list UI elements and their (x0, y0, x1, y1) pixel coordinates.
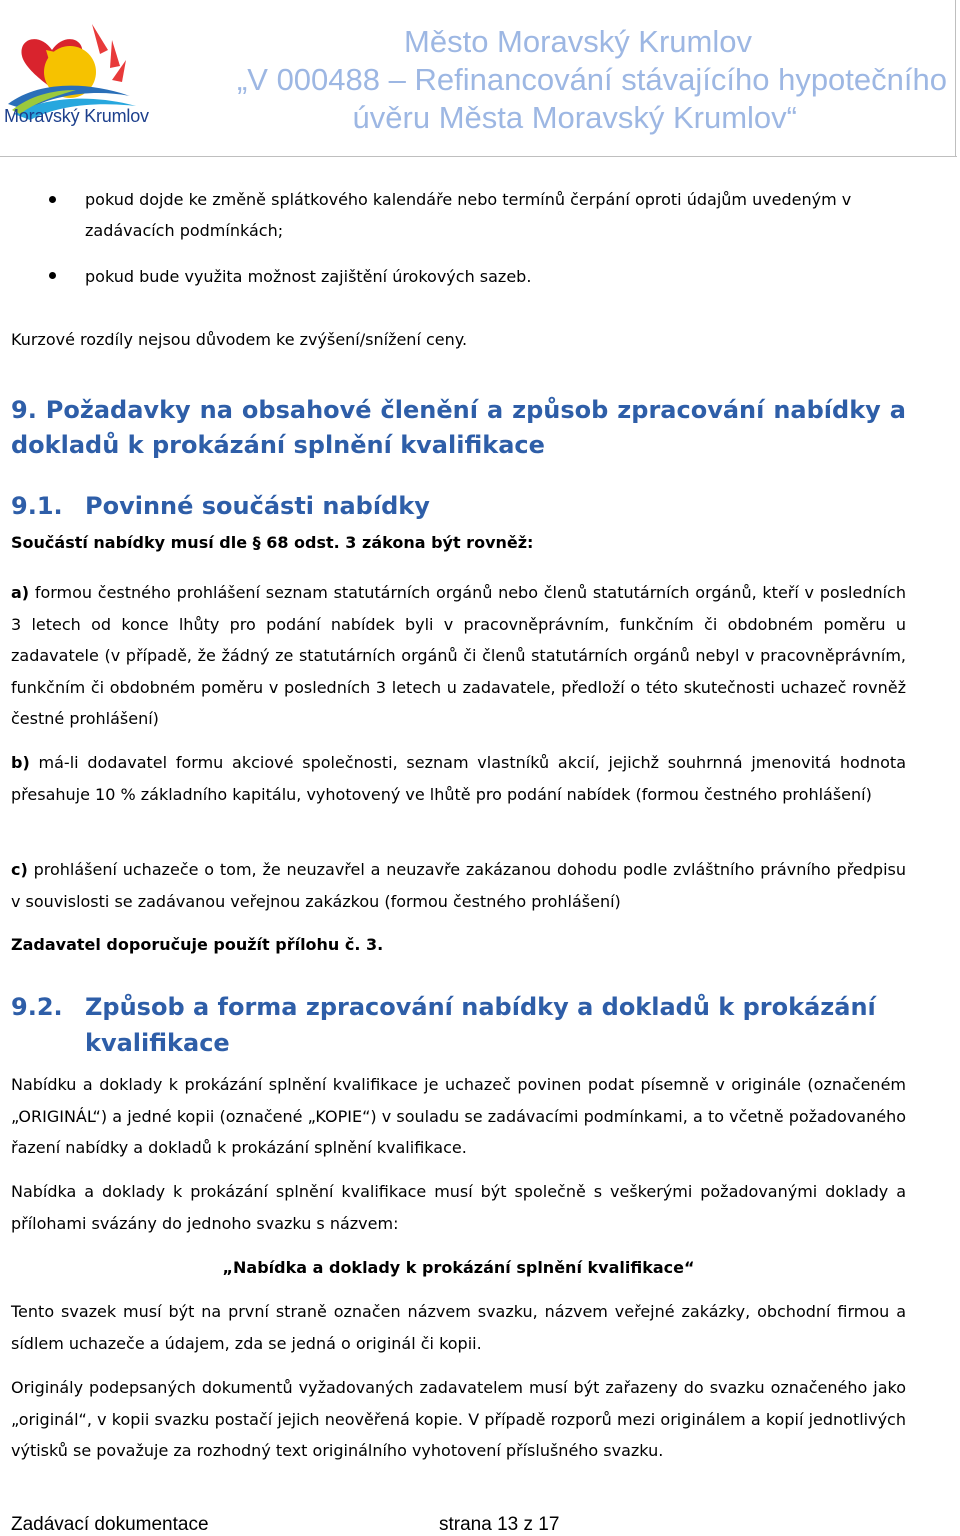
logo-text: Moravský Krumlov (4, 106, 149, 126)
kurzove-note: Kurzové rozdíly nejsou důvodem ke zvýšení/snížení ceny. (11, 330, 468, 349)
item-label: c) (11, 860, 28, 879)
item-b (11, 747, 906, 810)
recommendation-note: Zadavatel doporučuje použít přílohu č. 3. (11, 935, 384, 954)
soucasti-heading: Součástí nabídky musí dle § 68 odst. 3 zákona být rovněž: (11, 533, 534, 552)
header-divider (955, 0, 956, 157)
header-title-line1: Město Moravský Krumlov (404, 24, 752, 59)
subsection-number: 9.2. (11, 993, 63, 1021)
page-header (0, 0, 957, 157)
item-text: formou čestného prohlášení seznam statutárních orgánů nebo členů statutárních orgánů, kteří v posledních 3 letech od konce lhůty pro podání nabídek byli v pracovněprávním, funkčním či obdobném poměru u zadavatele (v případě, že žádný ze statutárních orgánů či členů statutárních orgánů nebyl v pracovněprávním, funkčním či obdobném poměru v posledních 3 letech u zadavatele, předloží o této skutečnosti uchazeč rovněž čestné prohlášení) (11, 583, 906, 728)
bullet-item: pokud bude využita možnost zajištění úrokových sazeb. (85, 267, 532, 286)
item-c (11, 854, 906, 917)
bundle-name: „Nabídka a doklady k prokázání splnění kvalifikace“ (222, 1258, 695, 1277)
subsection-title: Povinné součásti nabídky (85, 492, 430, 520)
item-text: prohlášení uchazeče o tom, že neuzavřel a neuzavře zakázanou dohodu podle zvláštního právního předpisu v souvislosti se zadávanou veřejnou zakázkou (formou čestného prohlášení) (11, 860, 906, 911)
footer-document-name: Zadávací dokumentace (11, 1514, 209, 1535)
bullet-item: pokud dojde ke změně splátkového kalendáře nebo termínů čerpání oproti údajům uvedeným v zadávacích podmínkách; (85, 190, 852, 240)
bullet-icon (49, 196, 56, 203)
paragraph: Nabídka a doklady k prokázání splnění kvalifikace musí být společně s veškerými požadovanými doklady a přílohami svázány do jednoho svazku s názvem: (11, 1182, 906, 1233)
section-heading-9: 9. Požadavky na obsahové členění a způsob zpracování nabídky a dokladů k prokázání splnění kvalifikace (11, 396, 906, 459)
paragraph: Originály podepsaných dokumentů vyžadovaných zadavatelem musí být zařazeny do svazku označeného jako „originál“, v kopii svazku postačí jejich neověřená kopie. V případě rozporů mezi originálem a kopií jednotlivých výtisků se považuje za rozhodný text originálního vyhotovení příslušného svazku. (11, 1378, 906, 1460)
paragraph: Nabídku a doklady k prokázání splnění kvalifikace je uchazeč povinen podat písemně v originále (označeném „ORIGINÁL“) a jedné kopii (označené „KOPIE“) v souladu se zadávacími podmínkami, a to včetně požadovaného řazení nabídky a dokladů k prokázání splnění kvalifikace. (11, 1075, 906, 1157)
item-a (11, 577, 906, 735)
header-title-line3: úvěru Města Moravský Krumlov“ (352, 100, 797, 135)
subsection-title: Způsob a forma zpracování nabídky a dokladů k prokázání kvalifikace (85, 993, 876, 1057)
footer-page-number: strana 13 z 17 (439, 1514, 560, 1535)
header-title-line2: „V 000488 – Refinancování stávajícího hypotečního (236, 62, 947, 97)
bullet-icon (49, 272, 56, 279)
paragraph: Tento svazek musí být na první straně označen názvem svazku, názvem veřejné zakázky, obchodní firmou a sídlem uchazeče a údajem, zda se jedná o originál či kopii. (11, 1302, 906, 1353)
subsection-number: 9.1. (11, 492, 63, 520)
item-text: má-li dodavatel formu akciové společnosti, seznam vlastníků akcií, jejichž souhrnná jmenovitá hodnota přesahuje 10 % základního kapitálu, vyhotovený ve lhůtě pro podání nabídek (formou čestného prohlášení) (11, 753, 906, 804)
item-label: a) (11, 583, 30, 602)
item-label: b) (11, 753, 30, 772)
